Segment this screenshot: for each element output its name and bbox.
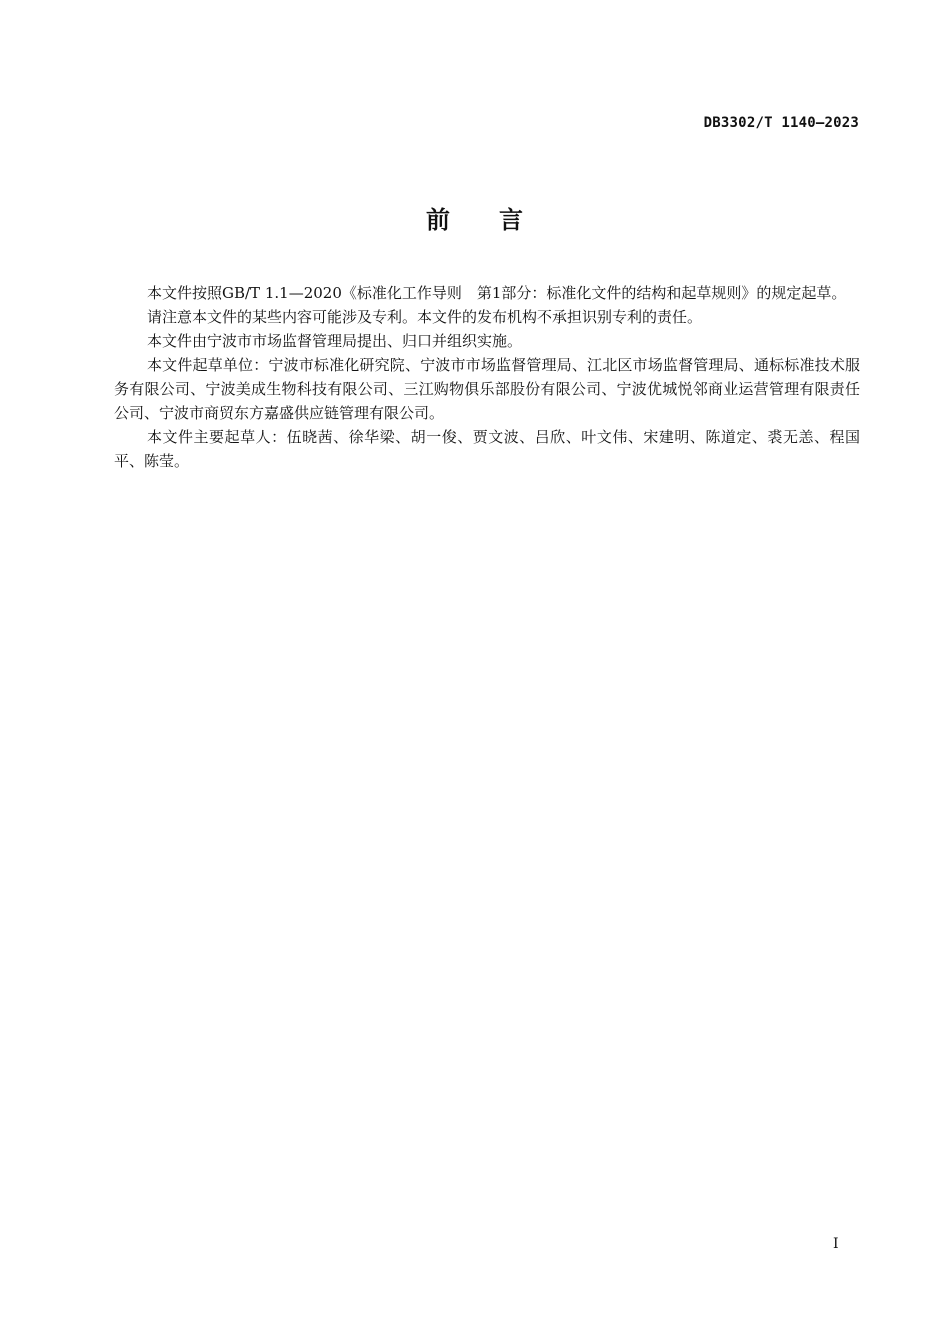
foreword-body [114,281,860,473]
title-char-1: 前 [426,206,451,234]
paragraph-proposer: 本文件由宁波市市场监督管理局提出、归口并组织实施。 [147,332,523,350]
title-char-2: 言 [499,206,524,234]
page-title [0,200,950,235]
document-code: DB3302/T 1140—2023 [703,115,859,131]
paragraph-drafters: 本文件主要起草人：伍晓茜、徐华梁、胡一俊、贾文波、吕欣、叶文伟、宋建明、陈道定、裘无恙、程国平、陈莹。 [114,428,860,470]
page-number: I [833,1236,839,1252]
paragraph-patent-notice: 请注意本文件的某些内容可能涉及专利。本文件的发布机构不承担识别专利的责任。 [147,308,703,326]
paragraph-drafting-rules: 本文件按照GB/T 1.1—2020《标准化工作导则 第1部分：标准化文件的结构和起草规则》的规定起草。 [147,284,847,302]
paragraph-drafting-units: 本文件起草单位：宁波市标准化研究院、宁波市市场监督管理局、江北区市场监督管理局、通标标准技术服务有限公司、宁波美成生物科技有限公司、三江购物俱乐部股份有限公司、宁波优城悦邻商业运营管理有限责任公司、宁波市商贸东方嘉盛供应链管理有限公司。 [114,356,860,422]
